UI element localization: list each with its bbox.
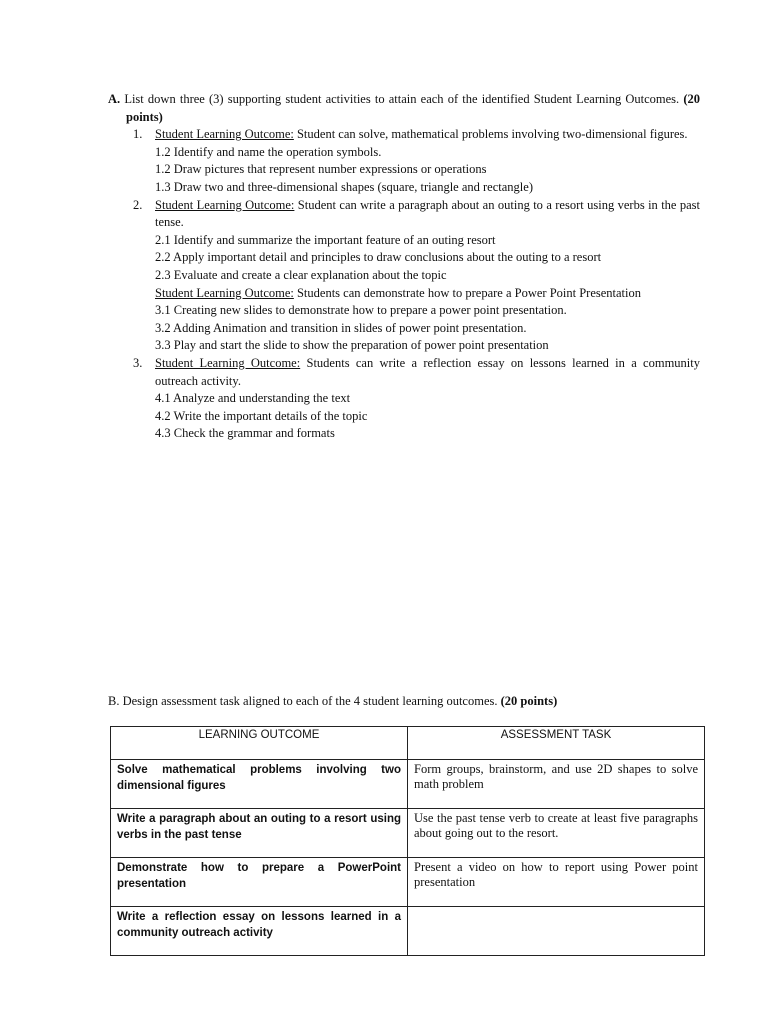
- section-b-text: B. Design assessment task aligned to each of the 4 student learning outcomes.: [108, 694, 498, 708]
- header-assessment-task: ASSESSMENT TASK: [408, 727, 705, 760]
- activity-2-3: 2.3 Evaluate and create a clear explanation about the topic: [155, 267, 447, 282]
- assessment-table: [110, 726, 705, 956]
- section-a-points: (20 points): [126, 92, 701, 124]
- outcome-heading: Student Learning Outcome:: [155, 197, 295, 212]
- assessment-task-cell: Form groups, brainstorm, and use 2D shapes to solve math problem: [408, 760, 705, 809]
- assessment-task-cell: Present a video on how to report using Power point presentation: [408, 858, 705, 907]
- table-row: [111, 858, 705, 907]
- section-b-title: [108, 693, 557, 710]
- section-a-instruction: [108, 91, 700, 126]
- outcome-text: Student can write a paragraph about an outing to a resort using verbs in the past tense.: [155, 197, 700, 230]
- outcome-text: Student can solve, mathematical problems involving two-dimensional figures.: [293, 127, 688, 142]
- learning-outcome-cell: Demonstrate how to prepare a PowerPoint presentation: [111, 858, 408, 907]
- item-number: 1.: [133, 127, 143, 142]
- outcome-heading: Student Learning Outcome:: [155, 355, 301, 370]
- activity-1-2: 1.2 Draw pictures that represent number expressions or operations: [155, 162, 487, 177]
- activity-2-2: 2.2 Apply important detail and principles to draw conclusions about the outing to a resort: [155, 250, 602, 265]
- section-a-label: A.: [108, 92, 121, 106]
- outcome-item-2b: [108, 285, 700, 303]
- item-number: 3.: [133, 355, 143, 370]
- activity-4-2: 4.2 Write the important details of the topic: [155, 408, 368, 423]
- table-row: [111, 907, 705, 956]
- table-row: [111, 760, 705, 809]
- activity-1-1: 1.2 Identify and name the operation symbols.: [155, 144, 382, 159]
- instruction-text: List down three (3) supporting student activities to attain each of the identified Student Learning Outcomes.: [124, 92, 680, 106]
- activity-3-2: 3.2 Adding Animation and transition in slides of power point presentation.: [155, 320, 527, 335]
- assessment-task-cell: [408, 907, 705, 956]
- activity-3-3: 3.3 Play and start the slide to show the preparation of power point presentation: [155, 338, 549, 353]
- assessment-task-cell: Use the past tense verb to create at least five paragraphs about going out to the resort.: [408, 809, 705, 858]
- table-row: [111, 809, 705, 858]
- activity-4-1: 4.1 Analyze and understanding the text: [155, 391, 351, 406]
- learning-outcome-cell: Solve mathematical problems involving two dimensional figures: [111, 760, 408, 809]
- outcome-heading: Student Learning Outcome:: [155, 127, 294, 142]
- learning-outcome-cell: Write a paragraph about an outing to a resort using verbs in the past tense: [111, 809, 408, 858]
- table-header-row: [111, 727, 705, 760]
- outcome-text: Students can demonstrate how to prepare a Power Point Presentation: [293, 285, 642, 300]
- activity-2-1: 2.1 Identify and summarize the important feature of an outing resort: [155, 232, 496, 247]
- learning-outcome-cell: Write a reflection essay on lessons learned in a community outreach activity: [111, 907, 408, 956]
- outcome-text: Students can write a reflection essay on lessons learned in a community outreach activity.: [155, 355, 700, 388]
- activity-3-1: 3.1 Creating new slides to demonstrate how to prepare a power point presentation.: [155, 303, 567, 318]
- outcome-item-3: [108, 355, 700, 390]
- section-b-points: (20 points): [500, 694, 558, 708]
- outcome-item-2: [108, 197, 700, 232]
- section-a: [108, 91, 700, 443]
- activity-1-3: 1.3 Draw two and three-dimensional shapes (square, triangle and rectangle): [155, 179, 533, 194]
- outcome-item-1: [108, 126, 700, 144]
- header-learning-outcome: LEARNING OUTCOME: [111, 727, 408, 760]
- activity-4-3: 4.3 Check the grammar and formats: [155, 426, 335, 441]
- item-number: 2.: [133, 197, 143, 212]
- outcome-heading: Student Learning Outcome:: [155, 285, 294, 300]
